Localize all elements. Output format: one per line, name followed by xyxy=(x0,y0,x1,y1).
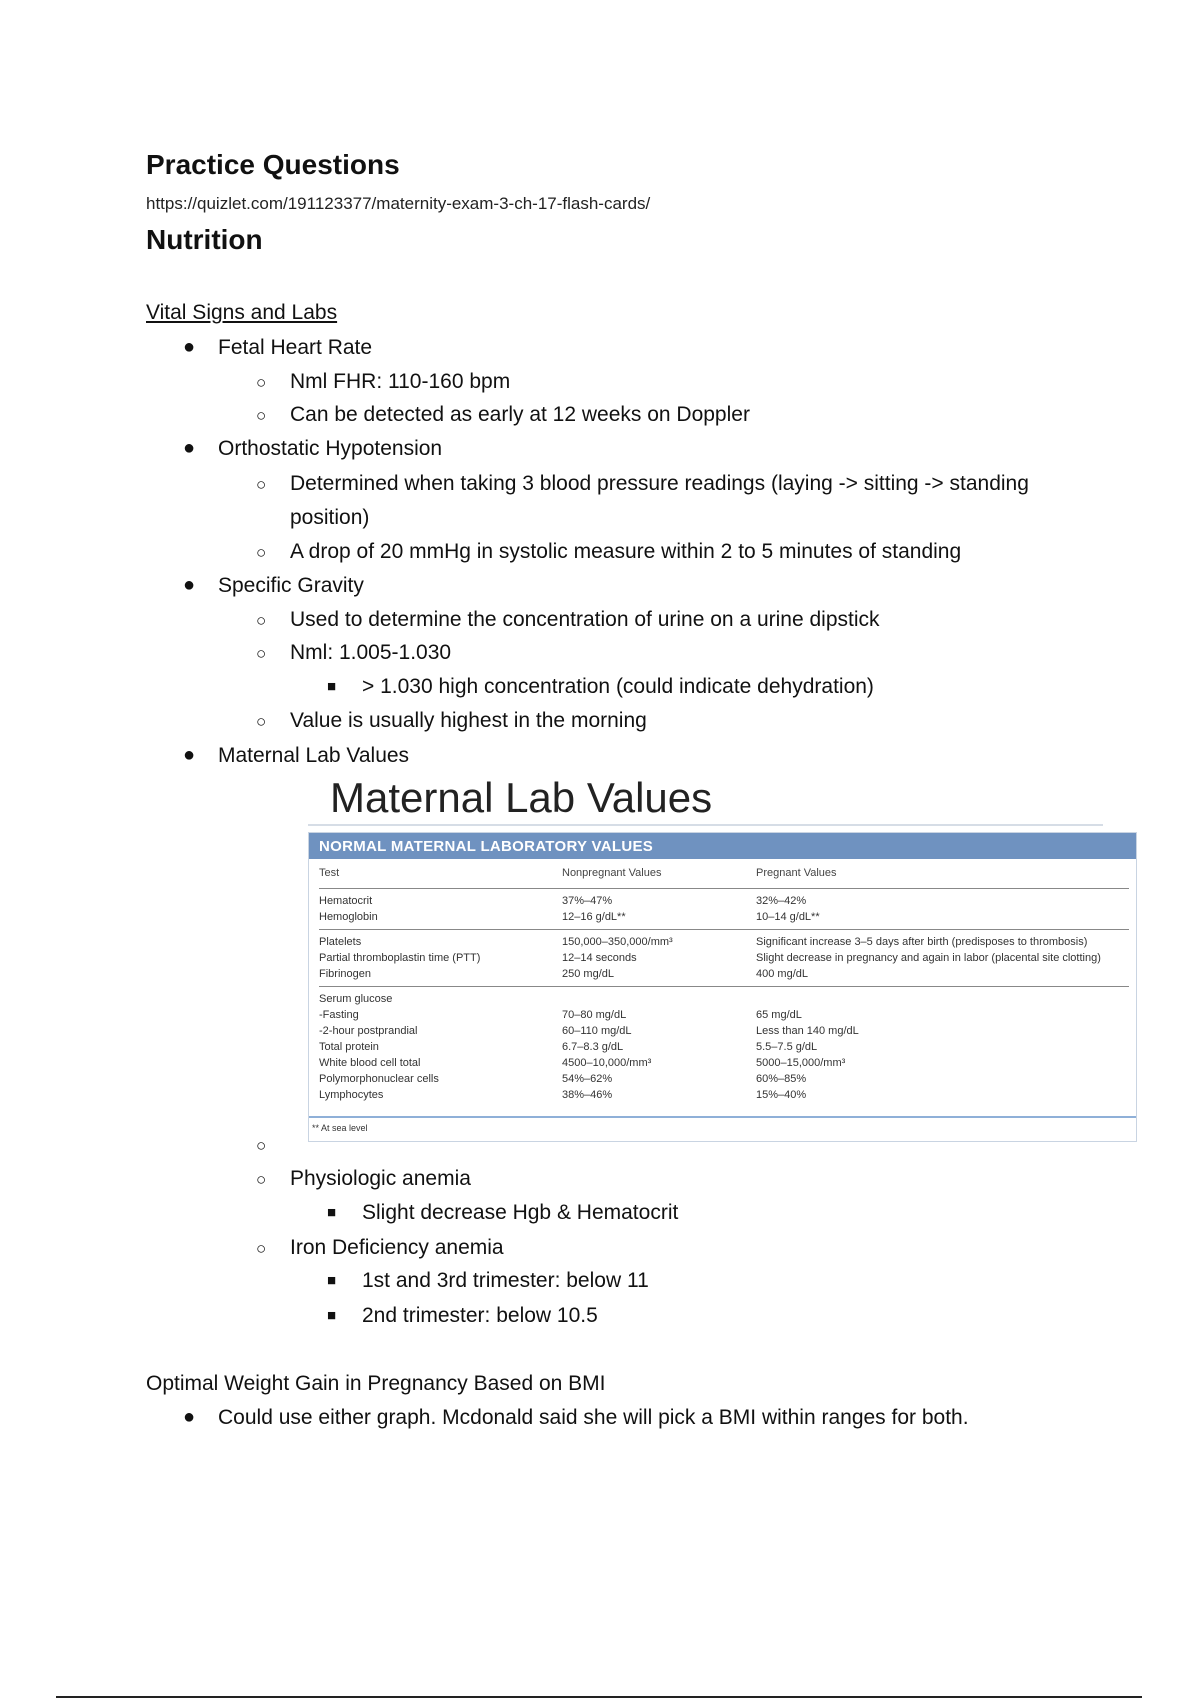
table-cell: 60%–85% xyxy=(756,1073,807,1085)
table-cell: 4500–10,000/mm³ xyxy=(562,1057,652,1069)
bullet-circle-icon: ○ xyxy=(256,1170,267,1189)
table-cell: 5000–15,000/mm³ xyxy=(756,1057,846,1069)
heading-practice-questions: Practice Questions xyxy=(146,149,400,180)
list-item-iron-trimester-1-3: 1st and 3rd trimester: below 11 xyxy=(362,1269,649,1292)
list-item-maternal-labs: Maternal Lab Values xyxy=(218,744,410,767)
bullet-square-icon: ■ xyxy=(327,1307,337,1324)
list-item-weight-note: Could use either graph. Mcdonald said she will pick a BMI within ranges for both. xyxy=(218,1406,969,1429)
table-cell: Hematocrit xyxy=(319,895,373,907)
table-cell: Slight decrease in pregnancy and again in labor (placental site clotting) xyxy=(756,952,1101,964)
page-bottom-divider xyxy=(56,1696,1142,1698)
bullet-circle-icon: ○ xyxy=(256,475,267,494)
table-cell: -2-hour postprandial xyxy=(319,1025,418,1037)
list-item-ortho-readings: Determined when taking 3 blood pressure readings (laying -> sitting -> standing xyxy=(290,472,1029,495)
list-item-physiologic-anemia: Physiologic anemia xyxy=(290,1167,471,1190)
heading-vital-signs-labs: Vital Signs and Labs xyxy=(146,301,338,324)
bullet-circle-icon: ○ xyxy=(256,543,267,562)
bullet-disc-icon: ● xyxy=(183,574,196,596)
col-header-pregnant: Pregnant Values xyxy=(756,867,837,879)
table-cell: Total protein xyxy=(319,1041,379,1053)
bullet-square-icon: ■ xyxy=(327,678,337,695)
table-divider xyxy=(319,986,1129,987)
col-header-test: Test xyxy=(319,867,340,879)
lab-table-header xyxy=(309,833,1136,859)
table-cell: 54%–62% xyxy=(562,1073,613,1085)
bullet-circle-icon: ○ xyxy=(256,611,267,630)
table-cell: Serum glucose xyxy=(319,993,393,1005)
table-divider xyxy=(319,929,1129,930)
list-item-orthostatic: Orthostatic Hypotension xyxy=(218,437,443,460)
bullet-circle-icon: ○ xyxy=(256,644,267,663)
list-item-iron-trimester-2: 2nd trimester: below 10.5 xyxy=(362,1304,598,1327)
table-divider xyxy=(319,888,1129,889)
quizlet-link[interactable]: https://quizlet.com/191123377/maternity-exam-3-ch-17-flash-cards/ xyxy=(146,194,651,213)
table-cell: Significant increase 3–5 days after birth (predisposes to thrombosis) xyxy=(756,936,1088,948)
list-item-fhr-doppler: Can be detected as early at 12 weeks on Doppler xyxy=(290,403,750,426)
table-bottom-divider xyxy=(309,1116,1136,1118)
list-item-iron-deficiency: Iron Deficiency anemia xyxy=(290,1236,504,1259)
table-cell: Less than 140 mg/dL xyxy=(756,1025,859,1037)
list-item-sg-high: > 1.030 high concentration (could indicate dehydration) xyxy=(362,675,874,698)
col-header-nonpregnant: Nonpregnant Values xyxy=(562,867,662,879)
list-item-fhr: Fetal Heart Rate xyxy=(218,336,373,359)
table-cell: 400 mg/dL xyxy=(756,968,808,980)
bullet-square-icon: ■ xyxy=(327,1204,337,1221)
table-cell: -Fasting xyxy=(319,1009,359,1021)
table-cell: 65 mg/dL xyxy=(756,1009,802,1021)
table-cell: 12–14 seconds xyxy=(562,952,637,964)
lab-footnote: ** At sea level xyxy=(312,1123,368,1133)
table-cell: 37%–47% xyxy=(562,895,613,907)
heading-weight-gain: Optimal Weight Gain in Pregnancy Based on BMI xyxy=(146,1372,606,1395)
table-cell: 5.5–7.5 g/dL xyxy=(756,1041,818,1053)
lab-image-title: Maternal Lab Values xyxy=(330,774,713,821)
table-cell: 10–14 g/dL** xyxy=(756,911,820,923)
table-cell: 60–110 mg/dL xyxy=(562,1025,632,1037)
table-cell: Lymphocytes xyxy=(319,1089,384,1101)
table-cell: 150,000–350,000/mm³ xyxy=(562,936,673,948)
table-cell: Hemoglobin xyxy=(319,911,378,923)
bullet-circle-icon: ○ xyxy=(256,1239,267,1258)
list-item-specific-gravity: Specific Gravity xyxy=(218,574,364,597)
table-cell: 70–80 mg/dL xyxy=(562,1009,627,1021)
list-item-physiologic-detail: Slight decrease Hgb & Hematocrit xyxy=(362,1201,679,1224)
bullet-circle-icon: ○ xyxy=(256,712,267,731)
table-cell: Fibrinogen xyxy=(319,968,371,980)
list-item-fhr-normal: Nml FHR: 110-160 bpm xyxy=(290,370,511,393)
table-cell: 38%–46% xyxy=(562,1089,613,1101)
bullet-square-icon: ■ xyxy=(327,1272,337,1289)
lab-table-header-text: NORMAL MATERNAL LABORATORY VALUES xyxy=(319,838,654,855)
table-cell: White blood cell total xyxy=(319,1057,421,1069)
bullet-circle-icon: ○ xyxy=(256,373,267,392)
table-cell: Platelets xyxy=(319,936,362,948)
bullet-disc-icon: ● xyxy=(183,336,196,358)
bullet-disc-icon: ● xyxy=(183,1406,196,1428)
heading-nutrition: Nutrition xyxy=(146,224,263,255)
bullet-circle-icon: ○ xyxy=(256,406,267,425)
list-item-ortho-drop: A drop of 20 mmHg in systolic measure within 2 to 5 minutes of standing xyxy=(290,540,962,563)
table-cell: 32%–42% xyxy=(756,895,807,907)
lab-values-table xyxy=(308,832,1137,1142)
bullet-disc-icon: ● xyxy=(183,744,196,766)
table-cell: 250 mg/dL xyxy=(562,968,614,980)
list-item-sg-morning: Value is usually highest in the morning xyxy=(290,709,647,732)
table-cell: Polymorphonuclear cells xyxy=(319,1073,439,1085)
table-cell: 12–16 g/dL** xyxy=(562,911,626,923)
table-cell: Partial thromboplastin time (PTT) xyxy=(319,952,481,964)
list-item-sg-dipstick: Used to determine the concentration of urine on a urine dipstick xyxy=(290,608,880,631)
table-cell: 15%–40% xyxy=(756,1089,807,1101)
list-item-ortho-readings-cont: position) xyxy=(290,506,370,529)
lab-title-divider xyxy=(308,824,1103,826)
bullet-disc-icon: ● xyxy=(183,437,196,459)
list-item-sg-normal: Nml: 1.005-1.030 xyxy=(290,641,452,664)
bullet-circle-icon: ○ xyxy=(256,1136,267,1155)
table-cell: 6.7–8.3 g/dL xyxy=(562,1041,624,1053)
